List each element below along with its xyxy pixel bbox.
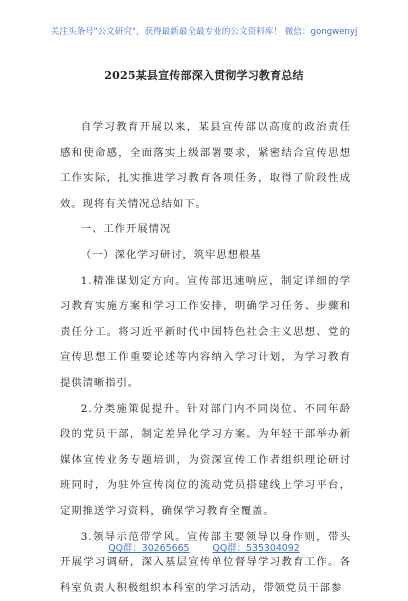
document-body: [60, 115, 351, 601]
intro-paragraph: 自学习教育开展以来，某县宣传部以高度的政治责任感和使命感，全面落实上级部署要求，紧密结合宣传思想工作实际，扎实推进学习教育各项任务，取得了阶段性成效。现将有关情况总结如下。: [60, 115, 351, 217]
qq-group-link-1[interactable]: QQ群：30265665: [108, 543, 189, 554]
body-paragraph: 1.精准谋划定方向。宣传部迅速响应，制定详细的学习教育实施方案和学习工作安排，明确学习任务、步骤和责任分工。将习近平新时代中国特色社会主义思想、党的宣传思想工作重要论述等内容纳入学习计划，为学习教育提供清晰指引。: [60, 269, 351, 397]
body-paragraph: 2.分类施策促提升。针对部门内不同岗位、不同年龄段的党员干部，制定差异化学习方案。为年轻干部举办新媒体宣传业务专题培训，为资深宣传工作者组织理论研讨班同时，为驻外宣传岗位的流动党员搭建线上学习平台，定期推送学习资料，确保学习教育全覆盖。: [60, 397, 351, 525]
document-title: 2025某县宣传部深入贯彻学习教育总结: [0, 67, 408, 83]
body-paragraph: 3.领导示范带学风。宣传部主要领导以身作则，带头开展学习调研，深入基层宣传单位督导学习教育工作。各科室负责人积极组织本科室的学习活动，带领党员干部参: [60, 525, 351, 601]
promo-banner[interactable]: 关注头条号"公文研究"，获得最新最全最专业的公文资料库！ 微信：gongwenyj: [0, 25, 408, 37]
subsection-heading: （一）深化学习研讨，筑牢思想根基: [60, 243, 351, 269]
qq-group-link-2[interactable]: QQ群：535304092: [213, 543, 300, 554]
footer: [0, 540, 408, 554]
section-heading: 一、工作开展情况: [60, 217, 351, 243]
